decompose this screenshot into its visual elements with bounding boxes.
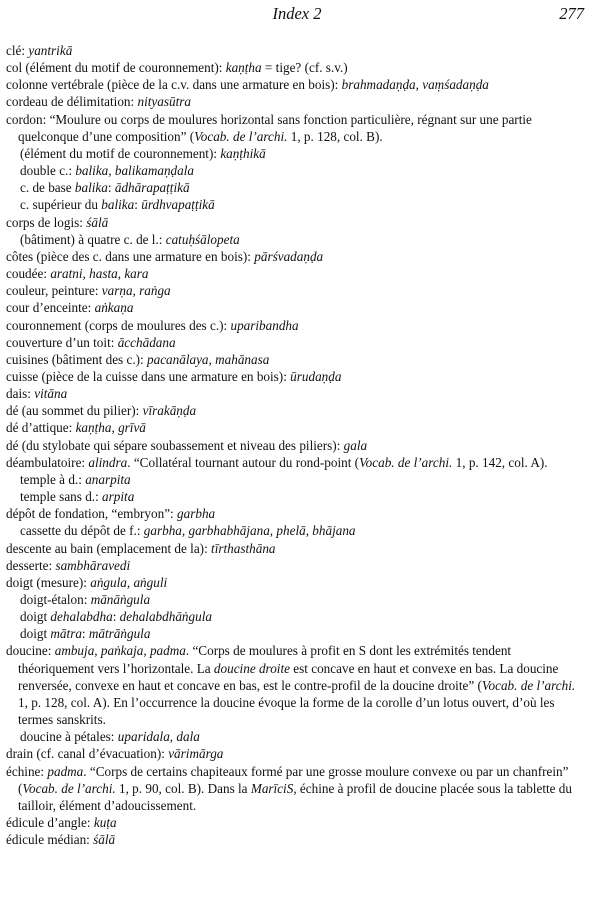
sanskrit-term: garbha <box>177 506 216 522</box>
entry-text: colonne vertébrale (pièce de la c.v. dans une armature en bois): <box>6 77 342 93</box>
index-entry <box>6 642 588 728</box>
index-entry <box>6 505 588 522</box>
entry-text: temple à d.: <box>20 471 86 487</box>
sanskrit-term: mātrāṅgula <box>88 626 151 642</box>
entry-text: drain (cf. canal d’évacuation): <box>6 746 169 762</box>
sanskrit-term: tīrthasthāna <box>211 540 276 556</box>
entry-text: (bâtiment) à quatre c. de l.: <box>20 231 166 247</box>
entry-text: cour d’enceinte: <box>6 300 95 316</box>
sanskrit-term: śālā <box>93 832 116 848</box>
sanskrit-term: aratni, hasta, kara <box>50 266 149 282</box>
index-entry <box>6 763 588 814</box>
sanskrit-term: doucine droite <box>213 660 290 676</box>
entry-text: double c.: <box>20 163 76 179</box>
entry-text: dé (au sommet du pilier): <box>6 403 143 419</box>
index-subentry <box>6 231 588 248</box>
entry-text: édicule médian: <box>6 832 94 848</box>
sanskrit-term: śālā <box>86 214 109 230</box>
sanskrit-term: ādhārapaṭṭikā <box>114 180 190 196</box>
sanskrit-term: balika <box>74 180 108 196</box>
sanskrit-term: kaṇṭha, grīvā <box>75 420 146 436</box>
page-number: 277 <box>559 4 584 23</box>
entry-text: doigt <box>20 609 51 625</box>
entry-text: cordeau de délimitation: <box>6 94 138 110</box>
sanskrit-term: gala <box>343 437 368 453</box>
entry-text: . “Collatéral tournant autour du rond-point ( <box>127 454 360 470</box>
entry-text: . “Corps de moulures à profit en S dont les extrémités tendent théoriquement vers l’horizontale. La <box>18 643 512 676</box>
sanskrit-term: Vocab. de l’archi. <box>359 454 453 470</box>
index-entry <box>6 334 588 351</box>
entry-text: dé d’attique: <box>6 420 76 436</box>
entry-text: dais: <box>6 386 35 402</box>
index-entry <box>6 214 588 231</box>
entry-text: cuisines (bâtiment des c.): <box>6 351 147 367</box>
entry-text: déambulatoire: <box>6 454 89 470</box>
sanskrit-term: ūrudaṇḍa <box>290 368 342 384</box>
index-subentry <box>6 728 588 745</box>
index-subentry <box>6 591 588 608</box>
entry-text: doigt <box>20 626 51 642</box>
index-subentry <box>6 196 588 213</box>
entry-text: 1, p. 142, col. A). <box>452 454 548 470</box>
sanskrit-term: varṇa, raṅga <box>101 283 171 299</box>
sanskrit-term: Vocab. de l’archi. <box>194 128 288 144</box>
index-entry <box>6 419 588 436</box>
entry-text: . “Corps de certains chapiteaux formé par une grosse moulure convexe ou par un chanfrein” ( <box>18 763 569 796</box>
entry-text: couverture d’un toit: <box>6 334 118 350</box>
entry-text: col (élément du motif de couronnement): <box>6 60 226 76</box>
entry-text: c. de base <box>20 180 75 196</box>
sanskrit-term: pacanālaya, mahānasa <box>147 351 270 367</box>
sanskrit-term: MarīciS <box>250 780 294 796</box>
index-entry <box>6 282 588 299</box>
index-entry <box>6 454 588 471</box>
entry-text: couleur, peinture: <box>6 283 102 299</box>
sanskrit-term: ūrdhvapaṭṭikā <box>141 197 215 213</box>
sanskrit-term: anarpita <box>85 471 131 487</box>
sanskrit-term: mātra <box>50 626 82 642</box>
entry-text: couronnement (corps de moulures des c.): <box>6 317 231 333</box>
index-entry <box>6 540 588 557</box>
entry-text: , échine à profil de doucine placée sous la tablette du tailloir, élément d’adoucissement. <box>18 780 572 813</box>
entry-text: échine: <box>6 763 48 779</box>
running-title: Index 2 <box>272 4 322 23</box>
index-entry <box>6 745 588 762</box>
index-subentry <box>6 179 588 196</box>
index-subentry <box>6 488 588 505</box>
index-subentry <box>6 162 588 179</box>
running-header <box>6 2 588 42</box>
index-subentry <box>6 145 588 162</box>
index-entry <box>6 814 588 831</box>
entry-text: coudée: <box>6 266 51 282</box>
sanskrit-term: garbha, garbhabhājana, phelā, bhājana <box>143 523 356 539</box>
sanskrit-term: Vocab. de l’archi. <box>22 780 116 796</box>
entry-text: : <box>107 180 115 196</box>
entry-text: édicule d’angle: <box>6 815 94 831</box>
entry-text: temple sans d.: <box>20 489 103 505</box>
sanskrit-term: mānāṅgula <box>90 592 151 607</box>
index-entry <box>6 42 588 59</box>
index-entry <box>6 574 588 591</box>
entry-text: = tige? (cf. s.v.) <box>261 60 348 76</box>
entry-text: : <box>81 626 89 642</box>
entry-text: dé (du stylobate qui sépare soubassement et niveau des piliers): <box>6 437 344 453</box>
entry-text: clé: <box>6 43 29 58</box>
index-subentry <box>6 625 588 642</box>
entry-text: doigt-étalon: <box>20 592 91 607</box>
entry-text: côtes (pièce des c. dans une armature en bois): <box>6 248 255 264</box>
entry-text: doucine à pétales: <box>20 729 118 745</box>
index-entry <box>6 402 588 419</box>
index-entry <box>6 248 588 265</box>
sanskrit-term: nityasūtra <box>137 94 191 110</box>
entry-text: : <box>112 609 120 625</box>
sanskrit-term: aṅgula, aṅguli <box>90 574 168 590</box>
entry-text: cuisse (pièce de la cuisse dans une armature en bois): <box>6 368 291 384</box>
sanskrit-term: balika <box>101 197 135 213</box>
sanskrit-term: vārimārga <box>168 746 224 762</box>
index-entry <box>6 368 588 385</box>
index-entry <box>6 351 588 368</box>
sanskrit-term: dehalabdhāṅgula <box>119 609 212 625</box>
sanskrit-term: yantrikā <box>28 43 73 58</box>
index-entry <box>6 265 588 282</box>
index-entry <box>6 557 588 574</box>
index-entry <box>6 437 588 454</box>
entry-text: cassette du dépôt de f.: <box>20 523 144 539</box>
entry-text: : <box>134 197 142 213</box>
entry-text: desserte: <box>6 557 56 573</box>
sanskrit-term: aṅkaṇa <box>94 300 134 316</box>
entry-text: descente au bain (emplacement de la): <box>6 540 212 556</box>
index-entry <box>6 317 588 334</box>
index-entries <box>6 42 588 848</box>
index-entry <box>6 299 588 316</box>
sanskrit-term: padma <box>47 763 84 779</box>
sanskrit-term: ambuja, paṅkaja, padma <box>54 643 186 659</box>
sanskrit-term: sambhāravedi <box>55 557 131 573</box>
sanskrit-term: arpita <box>102 489 135 505</box>
entry-text: corps de logis: <box>6 214 87 230</box>
index-entry <box>6 76 588 93</box>
entry-text: 1, p. 90, col. B). Dans la <box>115 780 251 796</box>
entry-text: dépôt de fondation, “embryon”: <box>6 506 178 522</box>
sanskrit-term: pārśvadaṇḍa <box>254 248 324 264</box>
sanskrit-term: dehalabdha <box>50 609 113 625</box>
sanskrit-term: kaṇṭhikā <box>220 145 266 161</box>
sanskrit-term: alindra <box>88 454 128 470</box>
sanskrit-term: Vocab. de l’archi. <box>481 677 576 693</box>
entry-text: cordon: “Moulure ou corps de moulures horizontal sans fonction particulière, régnant sur une partie quelconque d’une composition” ( <box>6 111 532 144</box>
entry-text: 1, p. 128, col. A). En l’occurrence la doucine évoque la forme de la corolle d’un lotus ouvert, d’où les termes sanskrits. <box>18 694 555 728</box>
sanskrit-term: ācchādana <box>117 334 176 350</box>
entry-text: 1, p. 128, col. B). <box>287 128 383 144</box>
index-entry <box>6 385 588 402</box>
index-entry <box>6 831 588 848</box>
index-entry <box>6 93 588 110</box>
sanskrit-term: uparibandha <box>230 317 299 333</box>
index-entry <box>6 111 588 145</box>
entry-text: (élément du motif de couronnement): <box>20 145 221 161</box>
sanskrit-term: catuḥśālopeta <box>165 231 240 247</box>
index-subentry <box>6 471 588 488</box>
entry-text: doucine: <box>6 643 55 659</box>
sanskrit-term: vitāna <box>34 386 68 402</box>
sanskrit-term: uparidala, dala <box>117 729 200 745</box>
index-entry <box>6 59 588 76</box>
entry-text: est concave en haut et convexe en bas. La doucine renversée, convexe en haut et concave en bas, est le contre-profil de la doucine droite” ( <box>18 660 559 693</box>
sanskrit-term: vīrakāṇḍa <box>142 403 197 419</box>
sanskrit-term: kaṇṭha <box>225 60 262 76</box>
entry-text: c. supérieur du <box>20 197 102 213</box>
sanskrit-term: balika, balikamaṇḍala <box>75 163 194 179</box>
entry-text: doigt (mesure): <box>6 574 91 590</box>
index-subentry <box>6 522 588 539</box>
sanskrit-term: kuṭa <box>93 815 117 831</box>
index-subentry <box>6 608 588 625</box>
sanskrit-term: brahmadaṇḍa, vaṃśadaṇḍa <box>341 77 489 93</box>
